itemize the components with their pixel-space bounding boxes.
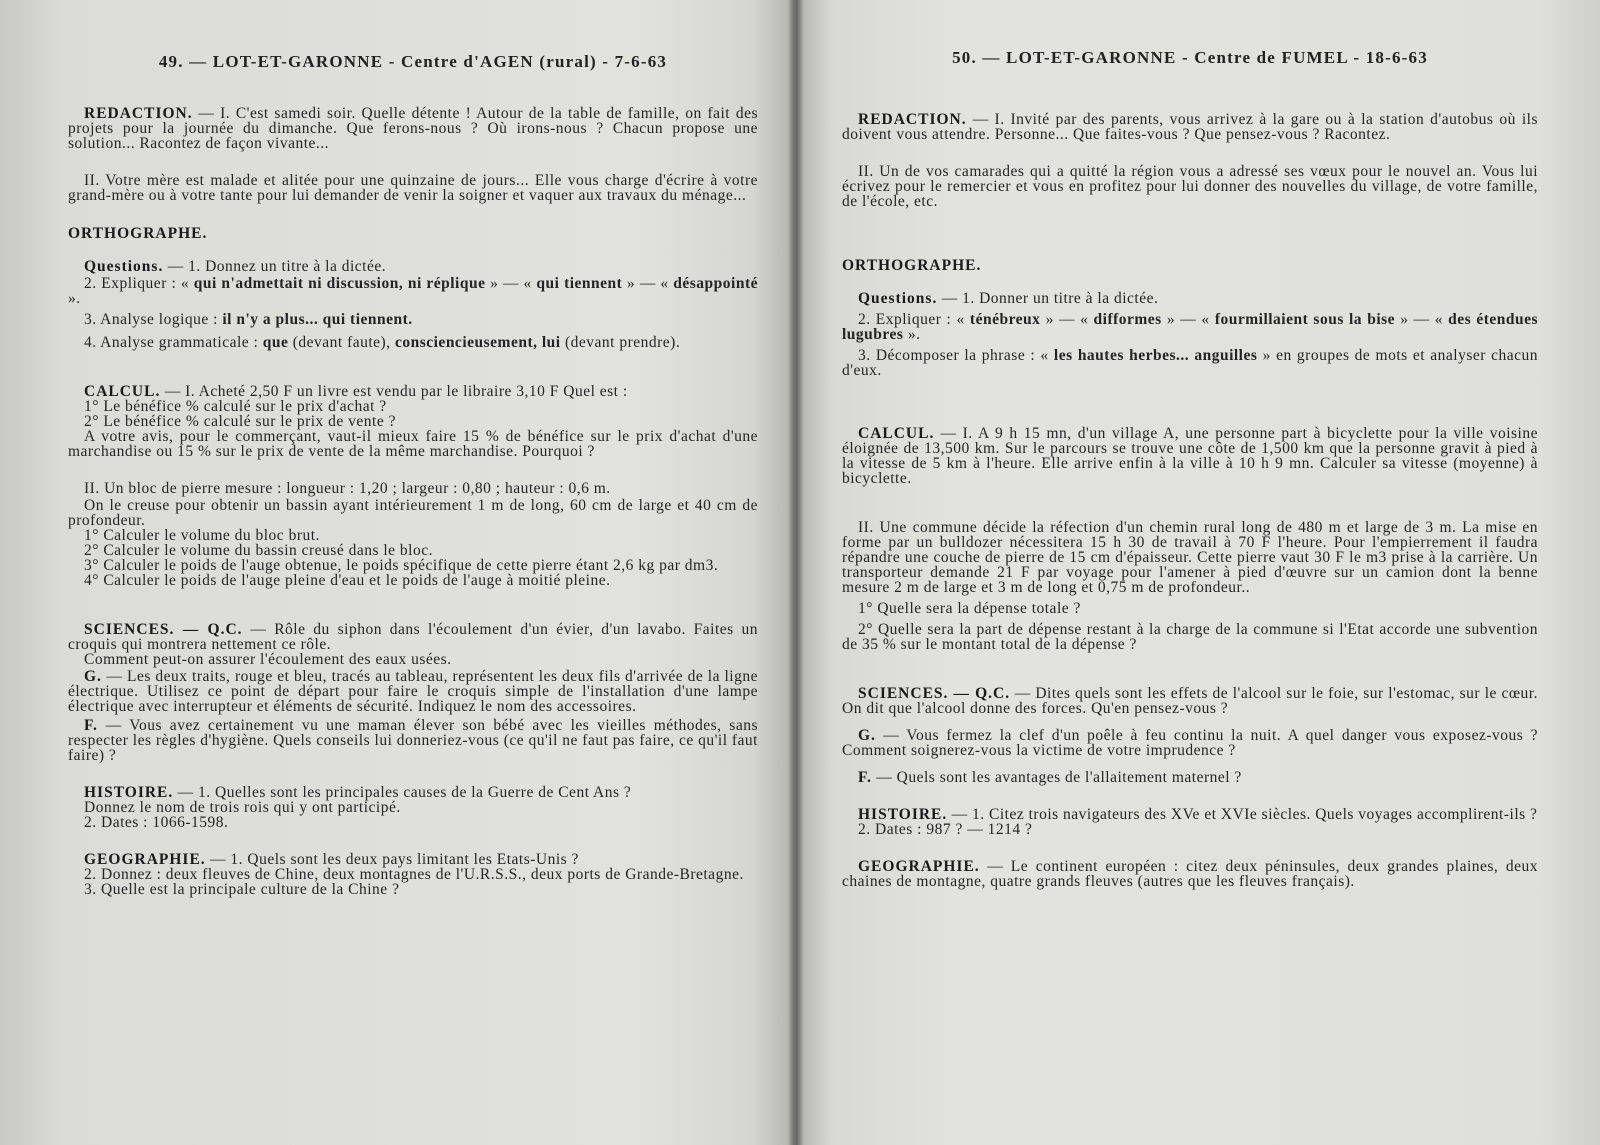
calcul-q3: A votre avis, pour le commerçant, vaut-il mieux faire 15 % de bénéfice sur le prix d'achat d'une marchandise ou 15 % sur le prix de vente de la même marchandise. Pourquoi ? (68, 428, 758, 460)
orthographe-heading-right: ORTHOGRAPHE. (842, 257, 982, 274)
geographie-section-left (68, 852, 758, 897)
redaction-subject-2-right: II. Un de vos camarades qui a quitté la région vous a adressé ses vœux pour le nouvel an. Vous lui écrivez pour le remercier et vous en profitez pour lui donner des nouvelles du village, de votre famille, de l'école, etc. (842, 163, 1538, 210)
calcul-problem-1-right: CALCUL. — I. A 9 h 15 mn, d'un village A, une personne part à bicyclette pour la ville voisine éloignée de 13,500 km. Sur le parcours se trouve une côte de 1,500 km que la personne gravit à pied à la vitesse de 5 km à l'heure. Elle arrive enfin à la ville à 10 h 9 mn. Calculer sa vitesse (moyenne) à bicyclette. (842, 425, 1538, 487)
calcul-q2: 2° Le bénéfice % calculé sur le prix de vente ? (84, 413, 396, 430)
ortho-question-1-right: Questions. — 1. Donner un titre à la dictée. (858, 290, 1159, 307)
geo-q2: 2. Donnez : deux fleuves de Chine, deux montagnes de l'U.R.S.S., deux ports de Grande-Bretagne. (84, 866, 744, 883)
calcul-problem-2-right: II. Une commune décide la réfection d'un chemin rural long de 480 m et large de 3 m. La mise en forme par un bulldozer nécessitera 15 h 30 de travail à 70 F l'heure. Pour l'empierrement il faudra répandre une couche de pierre de 15 cm d'épaisseur. Cette pierre vaut 30 F le m3 prise à la carrière. Un transporteur demande 21 F par voyage pour l'amener à pied d'œuvre sur un camion dont la benne mesure 2 m de large et 3 m de long et 0,75 m de profondeur.. (842, 519, 1538, 596)
calcul-p2-q3: 3° Calculer le poids de l'auge obtenue, le poids spécifique de cette pierre étant 2,6 kg par dm3. (84, 557, 719, 574)
redaction-subject-2: II. Votre mère est malade et alitée pour une quinzaine de jours... Elle vous charge d'écrire à votre grand-mère ou à votre tante pour lui demander de venir la soigner et vaquer aux travaux du ménage... (68, 172, 758, 204)
redaction-heading: REDACTION. (84, 105, 193, 122)
histoire-q1: HISTOIRE. — 1. Quelles sont les principales causes de la Guerre de Cent Ans ? (84, 784, 632, 801)
sciences-f: F. — Vous avez certainement vu une maman élever son bébé avec les vieilles méthodes, sans respecter les règles d'hygiène. Quels conseils lui donneriez-vous (ce qu'il ne faut pas faire, ce qu'il faut faire) ? (68, 717, 758, 764)
sciences-g: G. — Les deux traits, rouge et bleu, tracés au tableau, représentent les deux fils d'arrivée de la ligne électrique. Utilisez ce point de départ pour faire le croquis simple de l'installation d'une lampe électrique avec interrupteur et éléments de sécurité. Indiquez le nom des accessoires. (68, 668, 758, 715)
geo-q1-right: GEOGRAPHIE. — Le continent européen : citez deux péninsules, deux grandes plaines, deux chaines de montagne, quatre grands fleuves (autres que les fleuves français). (842, 858, 1538, 890)
sciences-section-right (842, 686, 1538, 785)
orthographe-heading: ORTHOGRAPHE. (68, 225, 208, 242)
calcul-problem-2: II. Un bloc de pierre mesure : longueur : 1,20 ; largeur : 0,80 ; hauteur : 0,6 m. (84, 480, 611, 497)
ortho-question-2: 2. Expliquer : « qui n'admettait ni discussion, ni réplique » — « qui tiennent » — « désappointé ». (68, 275, 759, 307)
ortho-question-2-right: 2. Expliquer : « ténébreux » — « difformes » — « fourmillaient sous la bise » — « des étendues lugubres ». (842, 311, 1539, 343)
calcul-problem-1: CALCUL. — I. Acheté 2,50 F un livre est vendu par le libraire 3,10 F Quel est : (84, 383, 628, 400)
page-header-left: 49. — LOT-ET-GARONNE - Centre d'AGEN (rural) - 7-6-63 (158, 52, 668, 71)
right-page (802, 0, 1600, 1145)
sciences-section-left (68, 622, 758, 763)
orthographe-section-right (842, 291, 1538, 378)
sciences-g-right: G. — Vous fermez la clef d'un poêle à feu continu la nuit. A quel danger vous exposez-vous ? Comment soignerez-vous la victime de votre imprudence ? (842, 727, 1538, 759)
calcul-p2-text: On le creuse pour obtenir un bassin ayant intérieurement 1 m de long, 60 cm de large et 40 cm de profondeur. (68, 497, 758, 529)
sciences-qc-right: SCIENCES. — Q.C. — Dites quels sont les effets de l'alcool sur le foie, sur l'estomac, sur le cœur. On dit que l'alcool donne des forces. Qu'en pensez-vous ? (842, 685, 1538, 717)
calcul-p2-q2: 2° Calculer le volume du bassin creusé dans le bloc. (84, 542, 433, 559)
sciences-qc: SCIENCES. — Q.C. — Rôle du siphon dans l'écoulement d'un évier, d'un lavabo. Faites un croquis qui montrera nettement ce rôle. (68, 621, 759, 653)
ortho-question-3: 3. Analyse logique : il n'y a plus... qui tiennent. (84, 311, 413, 328)
histoire-section-right (842, 807, 1538, 837)
left-page (0, 0, 790, 1145)
orthographe-section-left (68, 259, 758, 350)
calcul-p2-q4: 4° Calculer le poids de l'auge pleine d'eau et le poids de l'auge à moitié pleine. (84, 572, 611, 589)
calcul-section-left (68, 384, 758, 588)
calcul-section-right (842, 426, 1538, 652)
sciences-qc-2: Comment peut-on assurer l'écoulement des eaux usées. (84, 651, 452, 668)
redaction-section-left (68, 106, 758, 203)
geo-q3: 3. Quelle est la principale culture de la Chine ? (84, 881, 400, 898)
ortho-question-1: Questions. — 1. Donnez un titre à la dictée. (84, 258, 387, 275)
sciences-f-right: F. — Quels sont les avantages de l'allaitement maternel ? (858, 769, 1242, 786)
histoire-section-left (68, 785, 758, 830)
histoire-dates-right: 2. Dates : 987 ? — 1214 ? (858, 821, 1033, 838)
redaction-subject-1: REDACTION. — I. C'est samedi soir. Quelle détente ! Autour de la table de famille, on fait des projets pour la journée du dimanche. Que ferons-nous ? Où irons-nous ? Chacun propose une solution... Racontez de façon vivante... (68, 105, 759, 152)
redaction-section-right (842, 112, 1538, 209)
histoire-q1-right: HISTOIRE. — 1. Citez trois navigateurs des XVe et XVIe siècles. Quels voyages accomplirent-ils ? (858, 806, 1538, 823)
ortho-question-4: 4. Analyse grammaticale : que (devant faute), consciencieusement, lui (devant prendre). (84, 334, 681, 351)
calcul-p2-q1: 1° Calculer le volume du bloc brut. (84, 527, 320, 544)
calcul-q1: 1° Le bénéfice % calculé sur le prix d'achat ? (84, 398, 387, 415)
histoire-dates: 2. Dates : 1066-1598. (84, 814, 229, 831)
page-header-right: 50. — LOT-ET-GARONNE - Centre de FUMEL - 18-6-63 (952, 48, 1428, 67)
histoire-q1b: Donnez le nom de trois rois qui y ont participé. (84, 799, 401, 816)
calcul-p2-q1-right: 1° Quelle sera la dépense totale ? (858, 600, 1081, 617)
geographie-section-right (842, 859, 1538, 889)
redaction-subject-1-right: REDACTION. — I. Invité par des parents, vous arrivez à la gare ou à la station d'autobus où ils doivent vous attendre. Personne... Que faites-vous ? Que pensez-vous ? Racontez. (842, 111, 1538, 143)
geo-q1: GEOGRAPHIE. — 1. Quels sont les deux pays limitant les Etats-Unis ? (84, 851, 579, 868)
ortho-question-3-right: 3. Décomposer la phrase : « les hautes herbes... anguilles » en groupes de mots et analyser chacun d'eux. (842, 347, 1538, 379)
calcul-p2-q2-right: 2° Quelle sera la part de dépense restant à la charge de la commune si l'Etat accorde une subvention de 35 % sur le montant total de la dépense ? (842, 621, 1538, 653)
